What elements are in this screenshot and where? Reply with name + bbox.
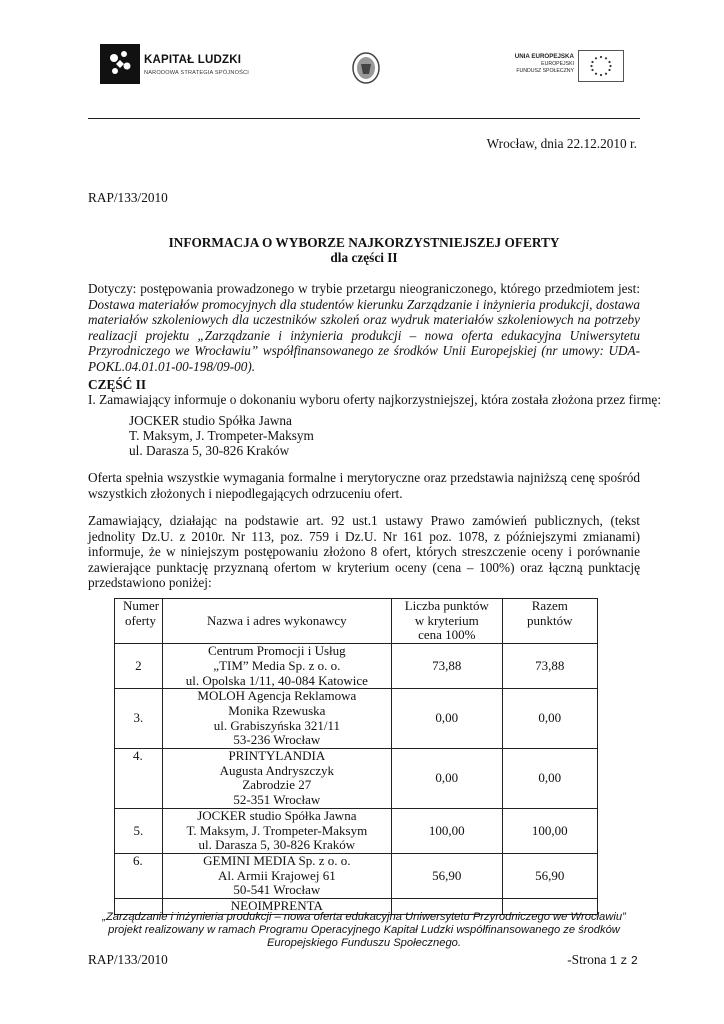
document-title: INFORMACJA O WYBORZE NAJKORZYSTNIEJSZEJ OFERTY — [168, 235, 560, 250]
logo-subtitle: NARODOWA STRATEGIA SPÓJNOŚCI — [144, 70, 250, 76]
row-name-line: Zabrodzie 27 — [242, 777, 312, 793]
table-row — [115, 749, 598, 809]
row-name-line: NEOIMPRENTA — [230, 898, 323, 914]
eu-logo — [512, 50, 624, 84]
header-name — [162, 599, 391, 644]
row-name-line: Augusta Andryszczyk — [219, 762, 335, 778]
row-name-line: JOCKER studio Spółka Jawna — [197, 807, 357, 823]
row-criterion: 100,00 — [392, 808, 503, 853]
row-name-line: GEMINI MEDIA Sp. z o. o. — [203, 852, 351, 868]
row-criterion: 56,90 — [392, 853, 503, 898]
row-name-line: 53-236 Wrocław — [233, 732, 321, 748]
row-name-line: PRINTYLANDIA — [228, 748, 326, 764]
part-intro: I. Zamawiający informuje o dokonaniu wyboru oferty najkorzystniejszej, która została złożona przez firmę: — [88, 392, 662, 407]
header-divider — [88, 118, 640, 119]
row-criterion: 0,00 — [392, 689, 503, 749]
part-heading: CZĘŚĆ II — [88, 377, 147, 392]
header-number — [115, 599, 163, 644]
row-total: 100,00 — [502, 808, 597, 853]
kapital-ludzki-logo — [100, 44, 250, 88]
row-name-line: Al. Armii Krajowej 61 — [217, 867, 336, 883]
footer-project-line3: Europejskiego Funduszu Społecznego. — [266, 937, 462, 949]
eu-flag-icon — [578, 50, 624, 82]
row-name-line: MOLOH Agencja Reklamowa — [197, 688, 357, 704]
document-subtitle: dla części II — [330, 250, 398, 265]
row-name — [162, 749, 391, 809]
table-row — [115, 689, 598, 749]
offer-paragraph: Oferta spełnia wszystkie wymagania formalne i merytoryczne oraz przedstawia najniższą cenę spośród wszystkich złożonych i niepodlegających odrzuceniu ofert. — [88, 470, 640, 501]
winner-name: JOCKER studio Spółka Jawna — [129, 413, 292, 428]
row-name — [162, 644, 391, 689]
header-criterion-line1: Liczba punktów — [404, 598, 489, 613]
row-name — [162, 808, 391, 853]
winner-address: ul. Darasza 5, 30-826 Kraków — [129, 443, 290, 458]
header-criterion — [392, 599, 503, 644]
row-number: 4. — [115, 749, 163, 809]
row-number: 6. — [115, 853, 163, 898]
row-number: 5. — [115, 808, 163, 853]
header-total-line1: Razem — [531, 598, 568, 613]
row-name-line: T. Maksym, J. Trompeter-Maksym — [186, 822, 368, 838]
row-total: 56,90 — [502, 853, 597, 898]
header-criterion-line3: cena 100% — [418, 627, 476, 643]
footer-page-number — [567, 952, 638, 970]
page-current: 1 — [609, 954, 617, 968]
row-name-line: 50-541 Wrocław — [233, 882, 321, 898]
page-total: 2 — [630, 954, 638, 968]
page-label: -Strona — [567, 952, 607, 967]
regarding-subject: Dostawa materiałów promocyjnych dla studentów kierunku Zarządzanie i inżynieria produkcji, dostawa materiałów szkoleniowych dla uczestników szkoleń oraz wydruk materiałów szkoleniowych na potrzeby realizacji projektu „Zarządzanie i inżynieria produkcji – nowa oferta edukacyjna Uniwersytetu Przyrodniczego we Wrocławiu” współfinansowanego ze środków Unii Europejskiej (nr umowy: UDA-POKL.04.01.01-00-198/09-00). — [88, 296, 640, 374]
table-row — [115, 644, 598, 689]
eu-title: UNIA EUROPEJSKA — [514, 53, 574, 60]
row-number: 2 — [115, 644, 163, 689]
row-name-line: ul. Darasza 5, 30-826 Kraków — [198, 837, 356, 853]
regarding-lead: Dotyczy: postępowania prowadzonego w trybie przetargu nieograniczonego, którego przedmiotem jest: — [88, 281, 640, 296]
row-criterion: 0,00 — [392, 749, 503, 809]
header-criterion-line2: w kryterium — [414, 612, 479, 628]
footer-project-line1: „Zarządzanie i inżynieria produkcji – nowa oferta edukacyjna Uniwersytetu Przyrodniczego we Wrocławiu” — [102, 911, 626, 923]
header-number-line2: oferty — [125, 612, 157, 628]
header-total — [502, 599, 597, 644]
row-name-line: ul. Opolska 1/11, 40-084 Katowice — [185, 672, 368, 688]
reference-number: RAP/133/2010 — [88, 190, 168, 205]
regarding-paragraph — [88, 281, 640, 374]
kapital-ludzki-mark-icon — [100, 44, 140, 84]
row-total: 0,00 — [502, 689, 597, 749]
row-name-line: 52-351 Wrocław — [233, 792, 321, 808]
row-criterion: 73,88 — [392, 644, 503, 689]
row-total: 0,00 — [502, 749, 597, 809]
row-name — [162, 689, 391, 749]
university-seal-icon — [352, 52, 380, 84]
table-row — [115, 853, 598, 898]
row-total: 73,88 — [502, 644, 597, 689]
page-of: z — [620, 954, 628, 968]
footer-reference: RAP/133/2010 — [88, 952, 168, 967]
header-number-line1: Numer — [123, 598, 160, 613]
table-header-row — [115, 599, 598, 644]
eu-fund-line1: EUROPEJSKI — [541, 61, 574, 67]
row-name-line: ul. Grabiszyńska 321/11 — [213, 717, 340, 733]
row-name-line: Centrum Promocji i Usług — [208, 643, 346, 659]
footer-project-line2: projekt realizowany w ramach Programu Operacyjnego Kapitał Ludzki współfinansowanego ze środków — [108, 924, 620, 936]
eu-fund-line2: FUNDUSZ SPOŁECZNY — [516, 67, 574, 74]
legal-paragraph: Zamawiający, działając na podstawie art. 92 ust.1 ustawy Prawo zamówień publicznych, (tekst jednolity Dz.U. z 2010r. Nr 113, poz. 759 i Dz.U. Nr 161 poz. 1078, z późniejszymi zmianami) informuje, że w niniejszym postępowaniu złożono 8 ofert, których streszczenie oceny i porównanie zawierające punktację przyznaną ofertom w kryterium oceny (cena – 100%) oraz łączną punktację przedstawiono poniżej: — [88, 513, 640, 590]
header-total-line2: punktów — [527, 612, 573, 628]
logo-title: KAPITAŁ LUDZKI — [144, 54, 242, 66]
row-name — [162, 853, 391, 898]
header-name-text: Nazwa i adres wykonawcy — [206, 612, 347, 628]
row-name-line: Monika Rzewuska — [228, 702, 326, 718]
place-date: Wrocław, dnia 22.12.2010 r. — [486, 136, 637, 151]
row-number: 3. — [115, 689, 163, 749]
offers-table — [114, 598, 598, 915]
row-name-line: „TIM” Media Sp. z o. o. — [213, 657, 341, 673]
table-row — [115, 808, 598, 853]
winner-owners: T. Maksym, J. Trompeter-Maksym — [129, 428, 314, 443]
